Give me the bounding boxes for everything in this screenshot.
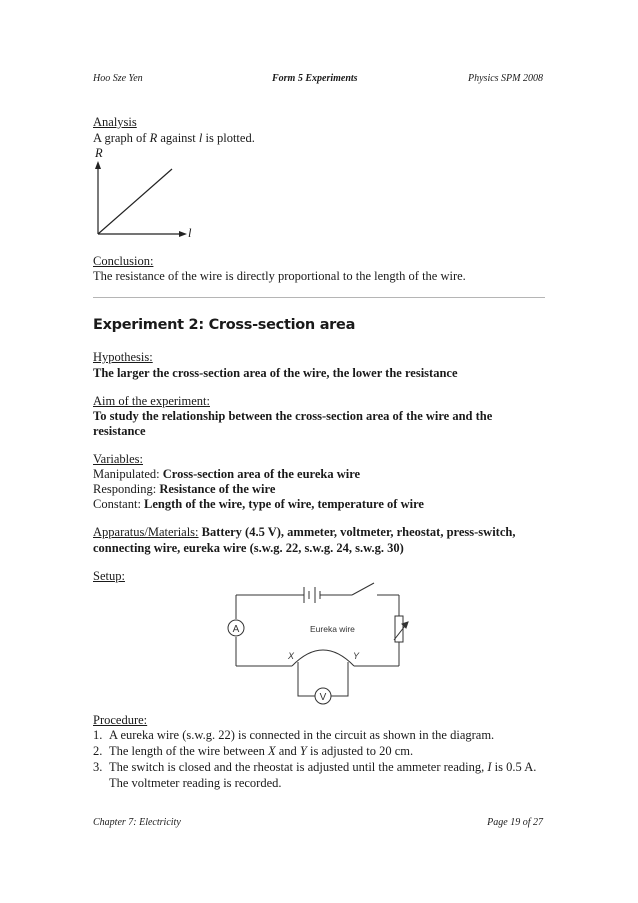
eureka-wire <box>292 650 354 666</box>
apparatus-line-1: Apparatus/Materials: Battery (4.5 V), ammeter, voltmeter, rheostat, press-switch, <box>93 525 516 539</box>
r-vs-l-graph <box>88 160 188 242</box>
point-y-label: Y <box>353 651 360 661</box>
header-title: Form 5 Experiments <box>272 73 358 84</box>
experiment-title: Experiment 2: Cross-section area <box>93 317 356 333</box>
header-author: Hoo Sze Yen <box>93 73 143 84</box>
x-axis-arrow-icon <box>179 231 187 237</box>
apparatus-line-2: connecting wire, eureka wire (s.w.g. 22, s.w.g. 24, s.w.g. 30) <box>93 541 404 555</box>
aim-heading: Aim of the experiment: <box>93 394 210 408</box>
y-axis-arrow-icon <box>95 161 101 169</box>
conclusion-heading: Conclusion: <box>93 254 154 268</box>
eureka-wire-label: Eureka wire <box>310 624 355 634</box>
variable-manipulated: Manipulated: Cross-section area of the eureka wire <box>93 467 361 481</box>
graph-x-label: l <box>188 226 192 240</box>
procedure-heading: Procedure: <box>93 713 148 727</box>
section-divider <box>93 297 545 298</box>
graph-y-label: R <box>95 146 103 160</box>
footer-chapter: Chapter 7: Electricity <box>93 817 181 828</box>
setup-heading: Setup: <box>93 569 125 583</box>
ammeter-label: A <box>232 624 240 635</box>
footer-page: Page 19 of 27 <box>487 817 543 828</box>
procedure-step: 3. The switch is closed and the rheostat is adjusted until the ammeter reading, I is 0.5 A. The voltmeter reading is recorded. <box>93 760 537 790</box>
hypothesis-text: The larger the cross-section area of the wire, the lower the resistance <box>93 366 458 380</box>
variable-responding: Responding: Resistance of the wire <box>93 482 276 496</box>
conclusion-text: The resistance of the wire is directly proportional to the length of the wire. <box>93 269 466 283</box>
variables-heading: Variables: <box>93 452 143 466</box>
analysis-heading: Analysis <box>93 115 137 129</box>
procedure-step: 1. A eureka wire (s.w.g. 22) is connected in the circuit as shown in the diagram. <box>93 728 495 742</box>
aim-line-1: To study the relationship between the cross-section area of the wire and the <box>93 409 493 423</box>
analysis-text: A graph of R against l is plotted. <box>93 131 255 145</box>
aim-line-2: resistance <box>93 424 146 438</box>
rheostat <box>395 616 403 642</box>
point-x-label: X <box>288 651 295 661</box>
voltmeter-label: V <box>319 692 327 703</box>
hypothesis-heading: Hypothesis: <box>93 350 153 364</box>
header-course: Physics SPM 2008 <box>468 73 543 84</box>
procedure-step: 2. The length of the wire between X and Y is adjusted to 20 cm. <box>93 744 414 758</box>
proportional-line <box>98 169 172 234</box>
switch <box>352 583 374 595</box>
circuit-diagram <box>222 578 422 710</box>
variable-constant: Constant: Length of the wire, type of wire, temperature of wire <box>93 497 424 511</box>
